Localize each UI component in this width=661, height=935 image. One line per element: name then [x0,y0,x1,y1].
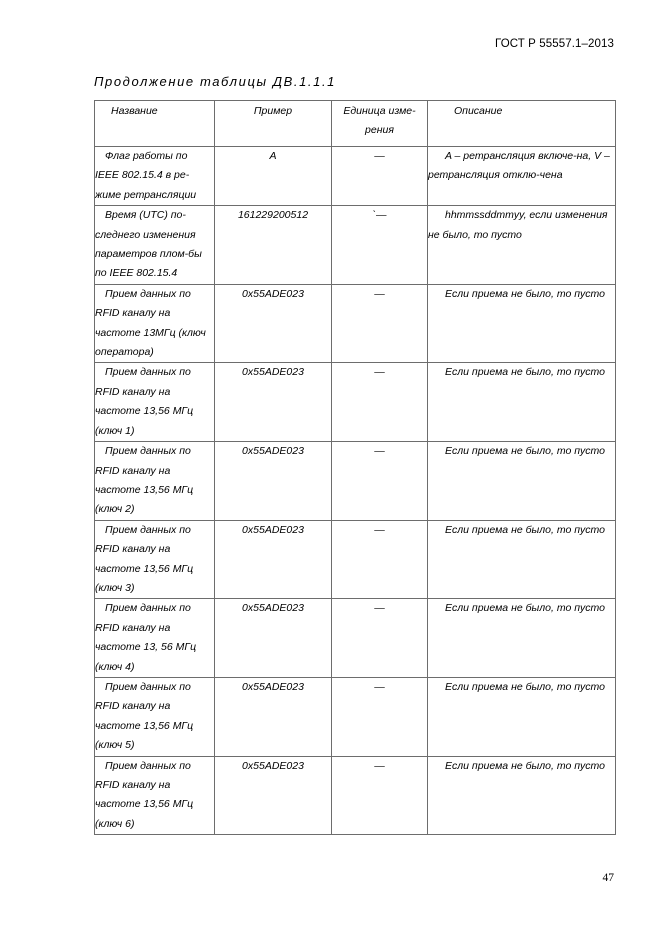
cell-example: 161229200512 [215,206,332,285]
cell-name: Прием данных по RFID каналу на частоте 13,56 МГц (ключ 5) [95,677,215,756]
column-header-example: Пример [215,101,332,147]
column-header-description: Описание [428,101,616,147]
cell-unit: — [332,442,428,521]
table-row [95,284,616,363]
cell-name: Прием данных по RFID каналу на частоте 13,56 МГц (ключ 6) [95,756,215,835]
cell-description: Если приема не было, то пусто [428,284,616,363]
table-row [95,363,616,442]
column-header-name: Название [95,101,215,147]
cell-name: Прием данных по RFID каналу на частоте 13,56 МГц (ключ 3) [95,520,215,599]
cell-example: 0x55ADE023 [215,284,332,363]
table-row [95,442,616,521]
cell-description: hhmmssddmmyy, если изменения не было, то пусто [428,206,616,285]
table-row [95,599,616,678]
column-header-unit: Единица изме-рения [332,101,428,147]
cell-name: Прием данных по RFID каналу на частоте 13МГц (ключ оператора) [95,284,215,363]
cell-example: A [215,147,332,206]
cell-example: 0x55ADE023 [215,756,332,835]
cell-unit: — [332,677,428,756]
cell-unit: — [332,599,428,678]
table-row [95,520,616,599]
cell-name: Прием данных по RFID каналу на частоте 13,56 МГц (ключ 2) [95,442,215,521]
table-caption: Продолжение таблицы ДВ.1.1.1 [94,74,337,89]
cell-unit: — [332,363,428,442]
page-number: 47 [602,872,614,884]
cell-description: Если приема не было, то пусто [428,520,616,599]
cell-description: Если приема не было, то пусто [428,442,616,521]
cell-name: Прием данных по RFID каналу на частоте 13, 56 МГц (ключ 4) [95,599,215,678]
cell-name: Флаг работы по IEEE 802.15.4 в ре-жиме ретрансляции [95,147,215,206]
cell-unit: — [332,147,428,206]
cell-description: Если приема не было, то пусто [428,677,616,756]
table-header-row [95,101,616,147]
specification-table [94,100,616,835]
table-row [95,147,616,206]
table-row [95,756,616,835]
cell-example: 0x55ADE023 [215,442,332,521]
cell-name: Прием данных по RFID каналу на частоте 13,56 МГц (ключ 1) [95,363,215,442]
cell-unit: — [332,520,428,599]
cell-example: 0x55ADE023 [215,599,332,678]
cell-description: Если приема не было, то пусто [428,363,616,442]
cell-example: 0x55ADE023 [215,363,332,442]
cell-example: 0x55ADE023 [215,520,332,599]
cell-unit: — [332,756,428,835]
cell-description: Если приема не было, то пусто [428,599,616,678]
cell-name: Время (UTC) по-следнего изменения параметров плом-бы по IEEE 802.15.4 [95,206,215,285]
cell-example: 0x55ADE023 [215,677,332,756]
cell-unit: `— [332,206,428,285]
cell-description: A – ретрансляция включе-на, V – ретрансляция отклю-чена [428,147,616,206]
cell-unit: — [332,284,428,363]
document-code: ГОСТ Р 55557.1–2013 [495,38,614,50]
table-row [95,677,616,756]
cell-description: Если приема не было, то пусто [428,756,616,835]
table-row [95,206,616,285]
